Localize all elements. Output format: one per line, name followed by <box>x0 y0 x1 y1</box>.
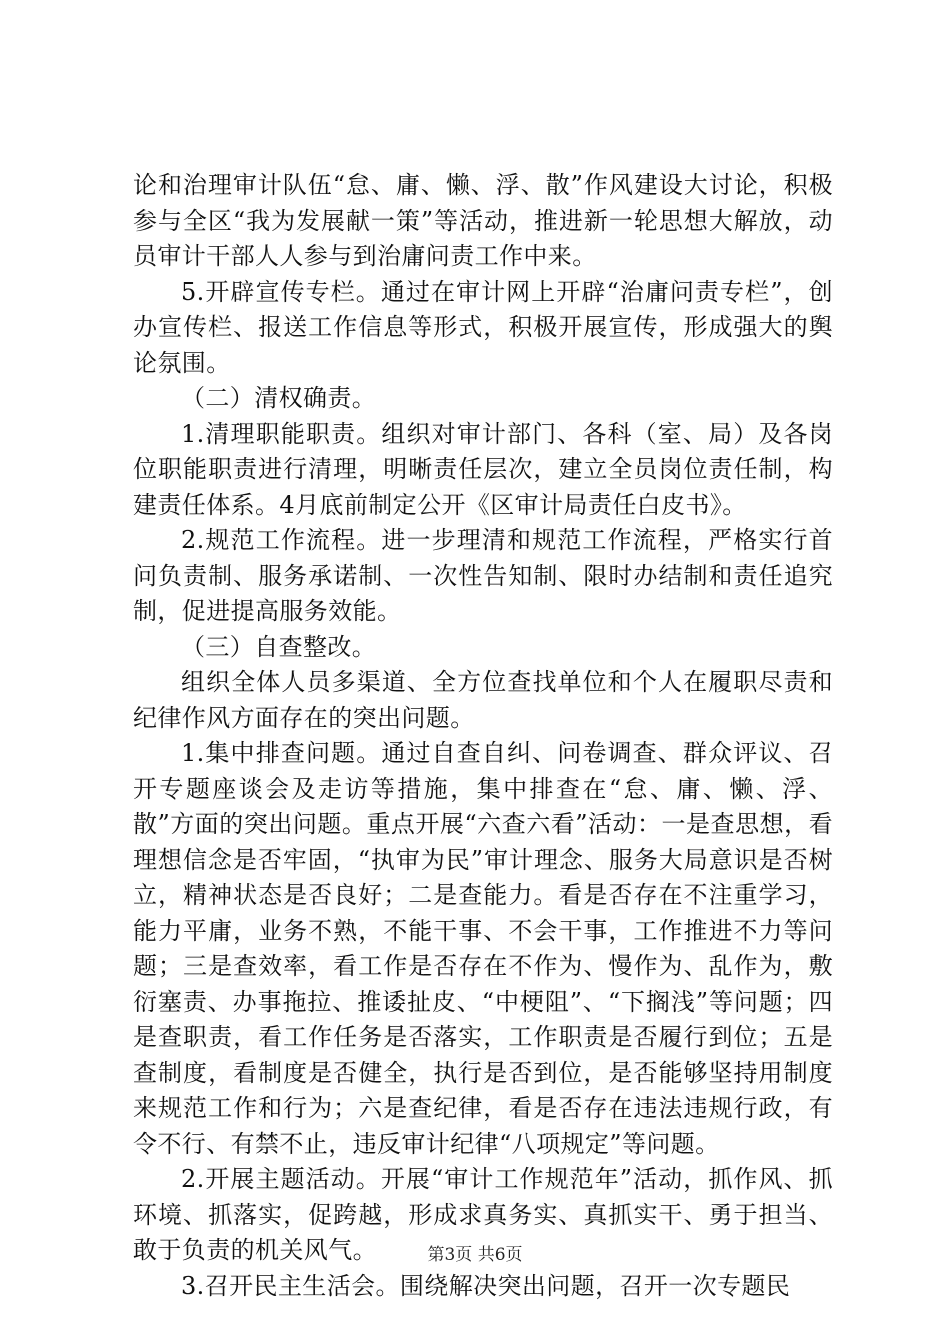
paragraph: 1.集中排查问题。通过自查自纠、问卷调查、群众评议、召开专题座谈会及走访等措施，集中排查在“怠、庸、懒、浮、散”方面的突出问题。重点开展“六查六看”活动：一是查思想，看理想信念是否牢固，“执审为民”审计理念、服务大局意识是否树立，精神状态是否良好；二是查能力。看是否存在不注重学习，能力平庸，业务不熟，不能干事、不会干事，工作推进不力等问题；三是查效率，看工作是否存在不作为、慢作为、乱作为，敷衍塞责、办事拖拉、推诿扯皮、“中梗阻”、“下搁浅”等问题；四是查职责，看工作任务是否落实，工作职责是否履行到位；五是查制度，看制度是否健全，执行是否到位，是否能够坚持用制度来规范工作和行为；六是查纪律，看是否存在违法违规行政，有令不行、有禁不止，违反审计纪律“八项规定”等问题。 <box>133 739 833 1158</box>
paragraph: 论和治理审计队伍“怠、庸、懒、浮、散”作风建设大讨论，积极参与全区“我为发展献一策”等活动，推进新一轮思想大解放，动员审计干部人人参与到治庸问责工作中来。 <box>133 171 833 270</box>
section-heading: （二）清权确责。 <box>181 384 377 412</box>
document-body <box>133 168 833 1304</box>
paragraph: 5.开辟宣传专栏。通过在审计网上开辟“治庸问责专栏”，创办宣传栏、报送工作信息等形式，积极开展宣传，形成强大的舆论氛围。 <box>133 277 833 377</box>
section-heading: （三）自查整改。 <box>181 632 377 661</box>
page-footer: 第3页 共6页 <box>427 1245 523 1265</box>
paragraph: 组织全体人员多渠道、全方位查找单位和个人在履职尽责和纪律作风方面存在的突出问题。 <box>133 668 833 732</box>
paragraph: 1.清理职能职责。组织对审计部门、各科（室、局）及各岗位职能职责进行清理，明晰责任层次，建立全员岗位责任制，构建责任体系。4月底前制定公开《区审计局责任白皮书》。 <box>133 419 833 519</box>
paragraph: 2.开展主题活动。开展“审计工作规范年”活动，抓作风、抓环境、抓落实，促跨越，形成求真务实、真抓实干、勇于担当、敢于负责的机关风气。 <box>133 1165 833 1264</box>
paragraph: 2.规范工作流程。进一步理清和规范工作流程，严格实行首问负责制、服务承诺制、一次性告知制、限时办结制和责任追究制，促进提高服务效能。 <box>133 526 833 625</box>
paragraph: 3.召开民主生活会。围绕解决突出问题，召开一次专题民 <box>181 1271 791 1300</box>
